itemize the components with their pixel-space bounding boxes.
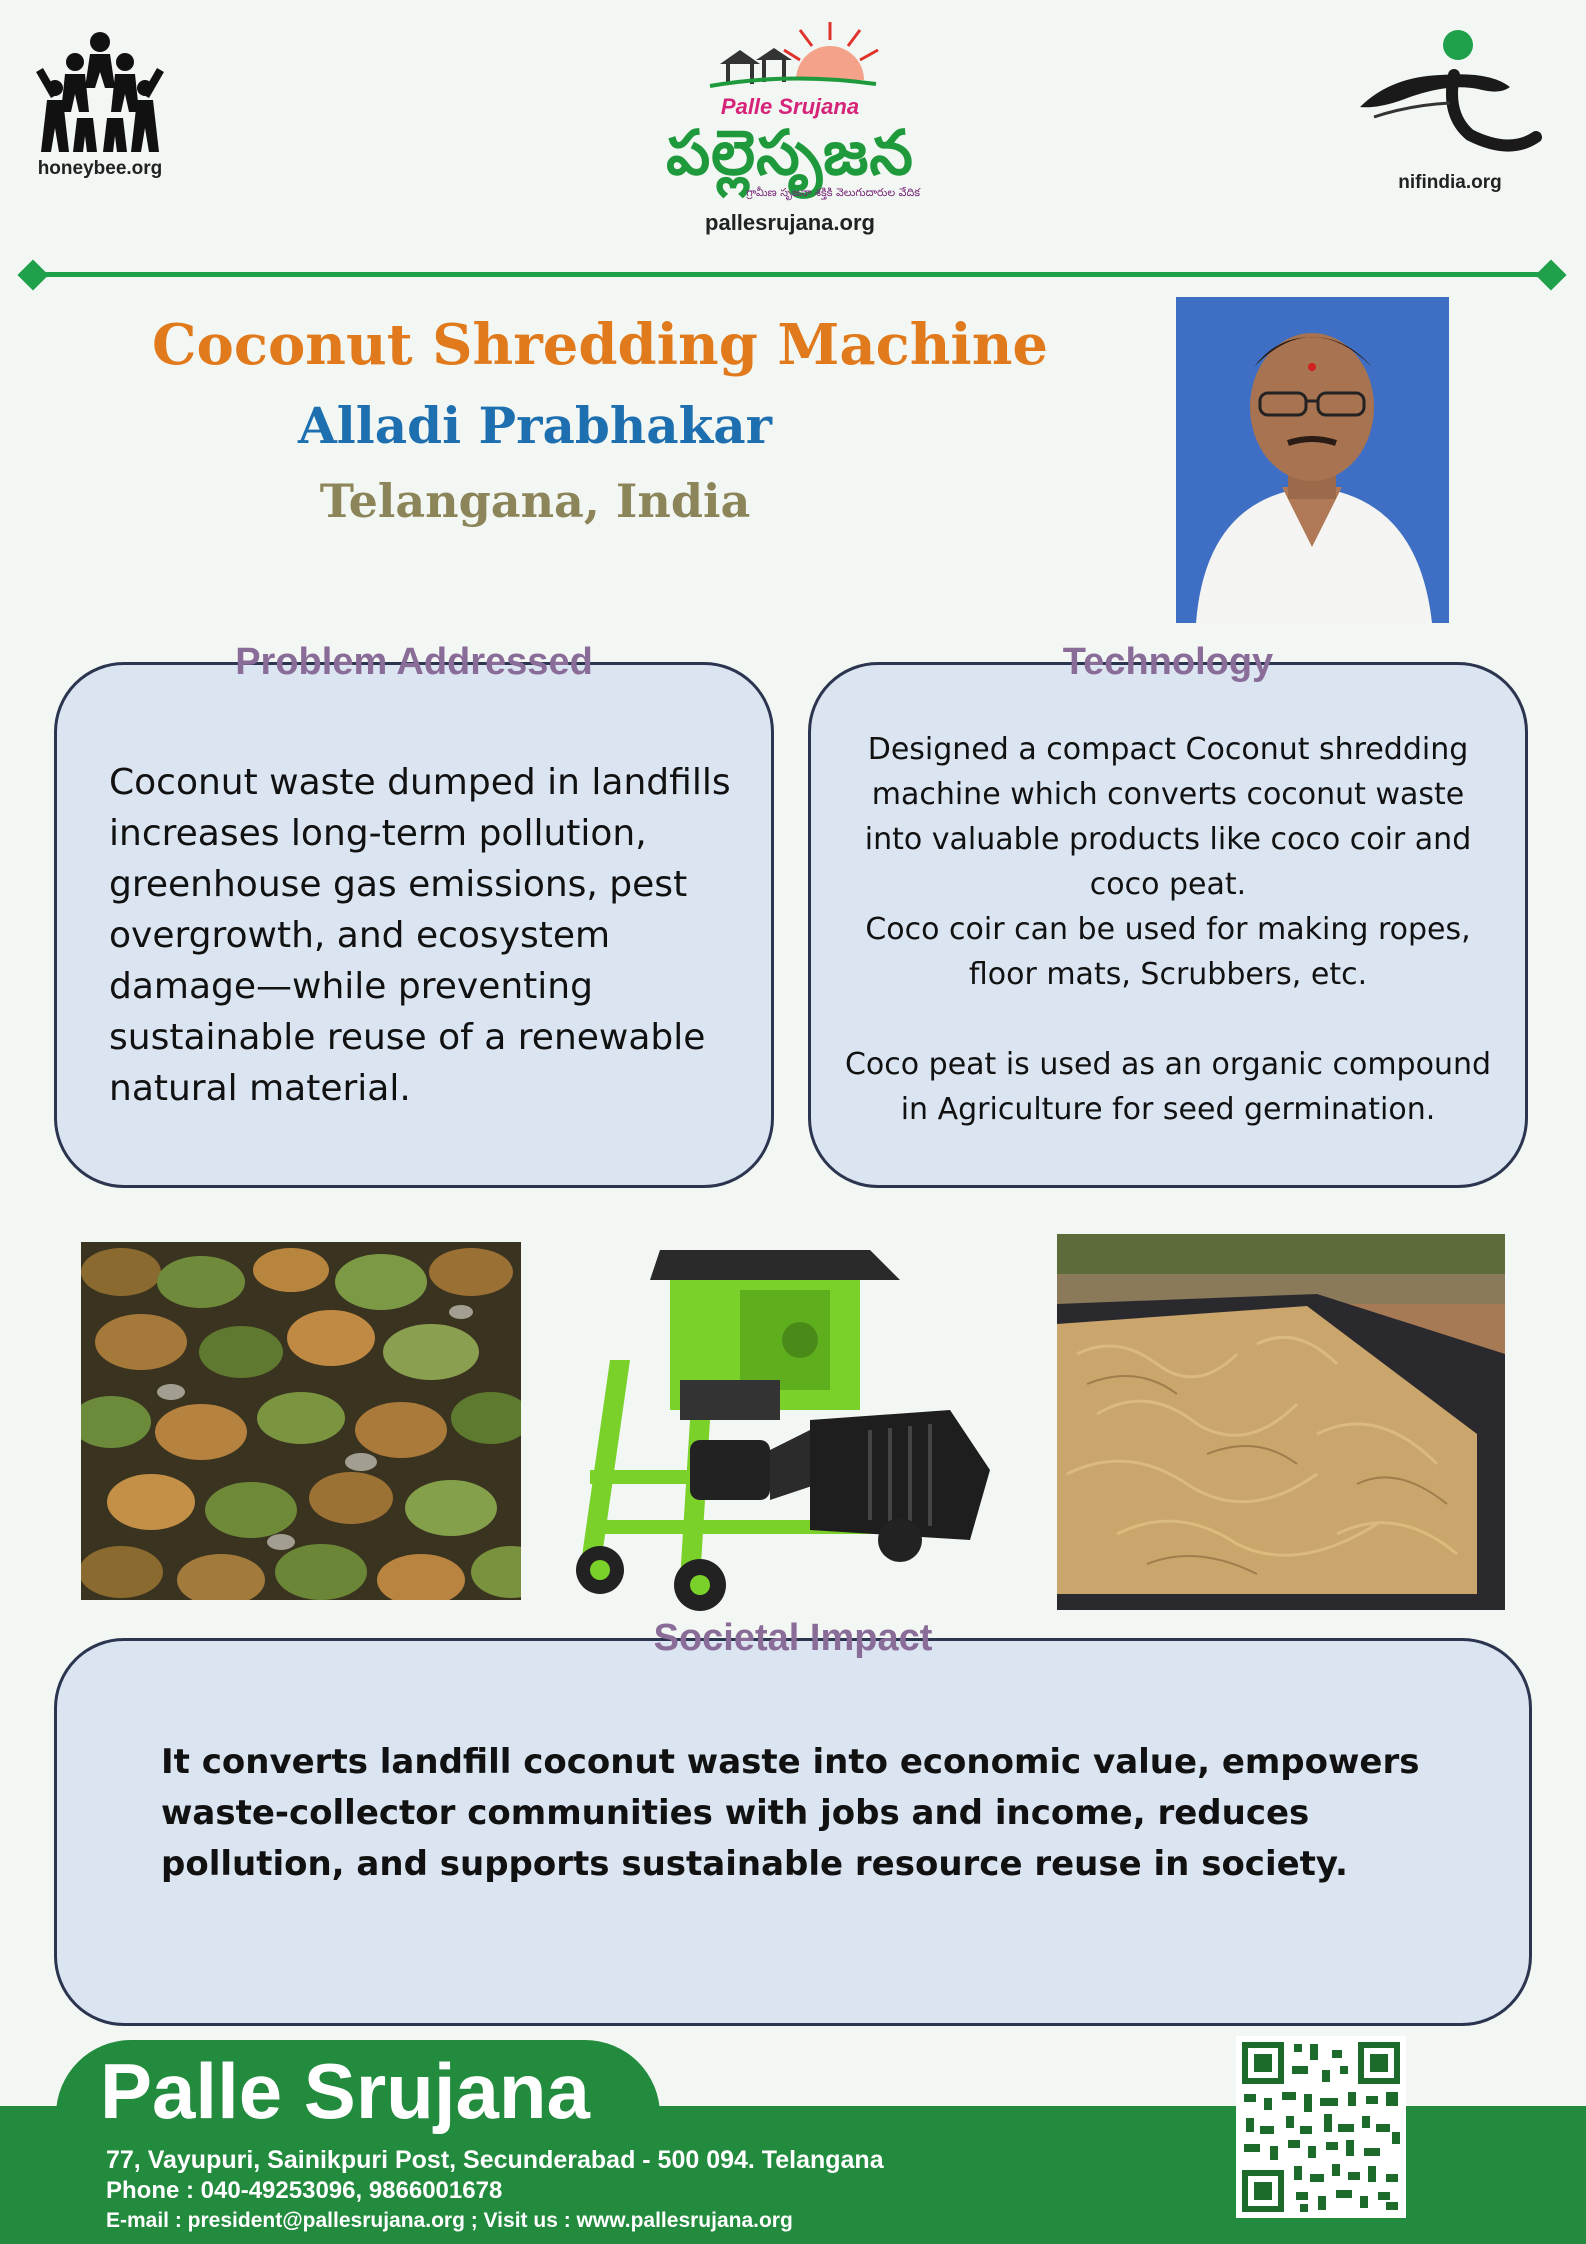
header-divider [32,272,1552,277]
logo-tagline: గ్రామీణ సృజనా శక్తికి వెలుగుదారుల వేదిక [746,186,920,199]
technology-heading: Technology [1062,641,1274,683]
footer-address: 77, Vayupuri, Sainikpuri Post, Secunderabad - 500 094. Telangana [106,2146,884,2174]
technology-panel [808,641,1528,1188]
palle-srujana-logo [640,20,940,260]
technology-spacer [841,997,1495,1042]
logo-english-name: Palle Srujana [720,94,860,119]
impact-text: It converts landfill coconut waste into economic value, empowers waste-collector communities with jobs and income, reduces pollution, and supports sustainable resource reuse in society. [161,1742,1420,1884]
sunrise-huts-icon [700,20,880,94]
problem-heading: Problem Addressed [235,641,593,683]
innovator-photo [1176,297,1449,623]
nif-logo [1350,25,1550,195]
innovator-location: Telangana, India [319,474,751,528]
innovation-title: Coconut Shredding Machine [151,312,1049,378]
innovator-name: Alladi Prabhakar [298,396,772,455]
technology-text [841,727,1495,1132]
coco-coir-photo [1057,1234,1505,1610]
problem-text: Coconut waste dumped in landfills increases long-term pollution, greenhouse gas emissions, pest overgrowth, and ecosystem damage—while preventing sustainable reuse of a renewable natural material. [109,762,731,1109]
honeybee-people-icon [35,28,165,156]
technology-paragraph: Coco coir can be used for making ropes, floor mats, Scrubbers, etc. [865,912,1471,992]
shredding-machine-photo [570,1240,1010,1620]
footer-brand-name: Palle Srujana [100,2047,590,2135]
coconut-waste-photo [81,1242,521,1600]
honeybee-caption: honeybee.org [37,158,163,179]
honeybee-logo [30,28,170,198]
footer-contact[interactable]: E-mail : president@pallesrujana.org ; Visit us : www.pallesrujana.org [106,2209,793,2232]
impact-panel [54,1617,1532,2026]
impact-heading: Societal Impact [653,1617,933,1659]
technology-paragraph: Designed a compact Coconut shredding machine which converts coconut waste into valuable products like coco coir and coco peat. [864,732,1472,902]
footer-phone: Phone : 040-49253096, 9866001678 [106,2177,503,2204]
logo-url: pallesrujana.org [705,210,875,235]
logo-telugu-name: పల్లెసృజన [666,116,914,189]
nif-caption: nifindia.org [1398,172,1502,193]
nif-brush-icon [1350,25,1550,165]
technology-paragraph: Coco peat is used as an organic compound in Agriculture for seed germination. [844,1047,1492,1127]
divider-right-diamond [1535,259,1566,290]
problem-panel [54,641,774,1188]
divider-left-diamond [17,259,48,290]
qr-code[interactable] [1236,2036,1406,2218]
